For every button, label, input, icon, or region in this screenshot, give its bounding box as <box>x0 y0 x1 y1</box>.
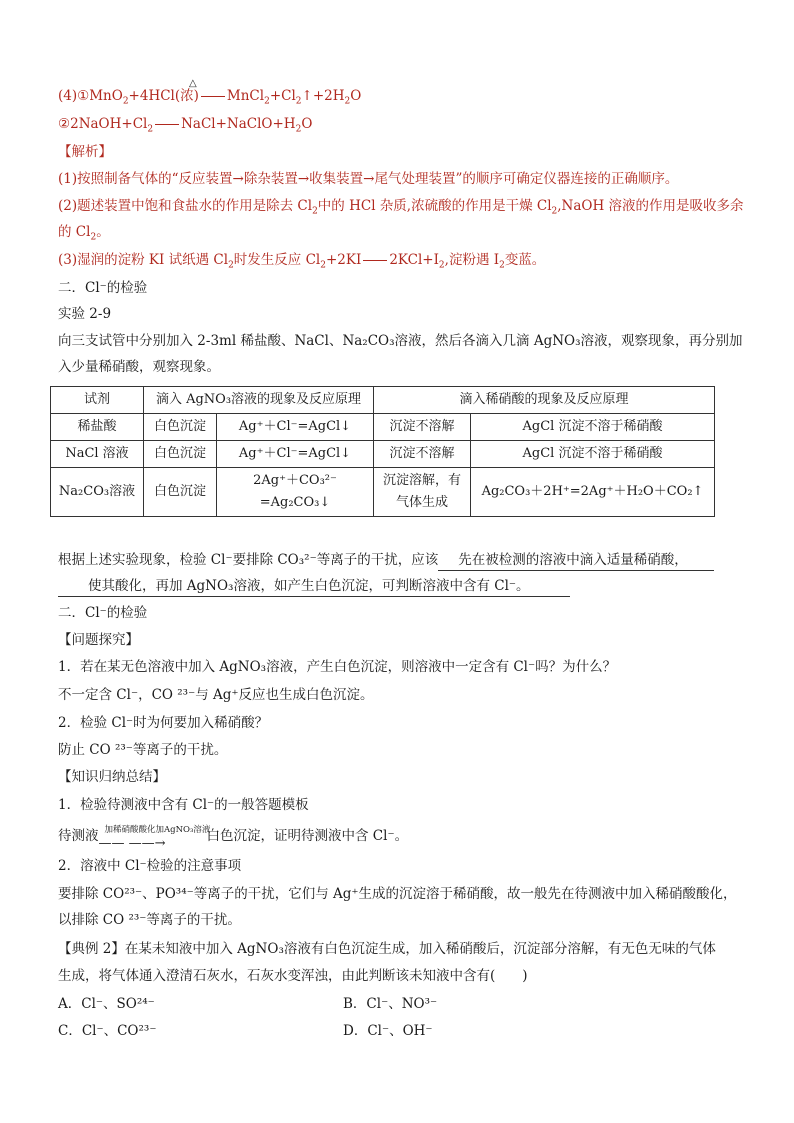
sub: 2 <box>228 260 234 271</box>
cell-line: 沉淀溶解，有 <box>382 473 461 488</box>
experiment-desc-2: 入少量稀硝酸，观察现象。 <box>58 359 220 375</box>
reaction-line <box>363 260 387 261</box>
sub: 2 <box>90 232 97 243</box>
answer-2: 防止 CO ²³⁻等离子的干扰。 <box>58 742 228 758</box>
arrow-condition: 加稀硝酸酸化加AgNO₃溶液 <box>104 825 211 835</box>
text: 时发生反应 Cl <box>233 252 321 268</box>
knowledge-2-text-1: 要排除 CO²³⁻、PO³⁴⁻等离子的干扰，它们与 Ag⁺生成的沉淀溶于稀硝酸，故一般先在待测液中加入稀硝酸酸化， <box>58 886 737 902</box>
eq-text: (4)①MnO <box>58 88 123 104</box>
eq-text: ↑+2H <box>301 88 345 104</box>
eq-text: +4HCl(浓) <box>128 88 199 104</box>
table-header: 滴入 AgNO₃溶液的现象及反应原理 <box>144 387 374 414</box>
reaction-line <box>201 96 225 97</box>
sub: 2 <box>438 260 445 271</box>
table-cell: 沉淀不溶解 <box>374 414 471 441</box>
eq-text: MnCl <box>226 88 265 104</box>
table-cell: Ag⁺＋Cl⁻=AgCl↓ <box>217 441 374 468</box>
option-d[interactable]: D．Cl⁻、OH⁻ <box>343 1023 433 1039</box>
cell-line: 2Ag⁺＋CO₃²⁻ <box>253 473 337 488</box>
table-cell <box>217 468 374 517</box>
text: 中的 HCl 杂质,浓硫酸的作用是干燥 Cl <box>317 198 552 214</box>
text: 2KCl+I <box>389 252 439 268</box>
eq-text: O <box>301 116 313 132</box>
text: 根据上述实验现象，检验 Cl⁻要排除 CO₃²⁻等离子的干扰，应该 <box>58 552 439 568</box>
eq-sub: 2 <box>295 124 302 135</box>
text: ,淀粉遇 I <box>444 252 500 268</box>
eq-text: NaCl+NaClO+H <box>181 116 296 132</box>
text: 变蓝。 <box>504 252 546 268</box>
eq-text: ②2NaOH+Cl <box>58 116 148 132</box>
arrow-icon: —— ——→ <box>98 836 166 851</box>
table-cell: 稀盐酸 <box>51 414 144 441</box>
analysis-heading: 【解析】 <box>58 144 112 160</box>
analysis-p2 <box>58 196 744 216</box>
table-cell: 白色沉淀 <box>144 414 217 441</box>
table-cell: AgCl 沉淀不溶于稀硝酸 <box>471 414 715 441</box>
text: 待测液 <box>58 828 99 844</box>
eq-sub: 2 <box>122 96 129 107</box>
eq-sub: 2 <box>295 96 302 107</box>
option-c[interactable]: C．Cl⁻、CO²³⁻ <box>58 1023 157 1039</box>
equation-4-1 <box>58 78 362 107</box>
eq-sub: 2 <box>264 96 270 107</box>
eq-text: +Cl <box>269 88 296 104</box>
table-cell: Ag⁺＋Cl⁻=AgCl↓ <box>217 414 374 441</box>
conclusion-line-1 <box>58 550 714 571</box>
knowledge-1: 1．检验待测液中含有 Cl⁻的一般答题模板 <box>58 797 309 813</box>
cell-line: =Ag₂CO₃↓ <box>259 495 331 510</box>
text: (3)湿润的淀粉 KI 试纸遇 Cl <box>58 252 229 268</box>
heat-triangle-icon: △ <box>189 78 197 89</box>
table-row <box>51 414 715 441</box>
example-2-line-1: 【典例 2】在某未知液中加入 AgNO₃溶液有白色沉淀生成，加入稀硝酸后，沉淀部分溶解，有无色无味的气体 <box>58 941 716 957</box>
equation-4-2 <box>58 114 312 134</box>
analysis-p1: (1)按照制备气体的“反应装置→除杂装置→收集装置→尾气处理装置”的顺序可确定仪器连接的正确顺序。 <box>58 171 679 187</box>
table-header: 试剂 <box>51 387 144 414</box>
text: 的 Cl <box>58 224 91 240</box>
section-heading-cl-test-2: 二．Cl⁻的检验 <box>58 605 148 621</box>
example-2-line-2: 生成，将气体通入澄清石灰水，石灰水变浑浊，由此判断该未知液中含有( ) <box>58 968 528 984</box>
text: (2)题述装置中饱和食盐水的作用是除去 Cl <box>58 198 313 214</box>
experiment-desc-1: 向三支试管中分别加入 2-3ml 稀盐酸、NaCl、Na₂CO₃溶液，然后各滴入几滴 AgNO₃溶液，观察现象，再分别加 <box>58 333 743 349</box>
sub: 2 <box>312 206 318 217</box>
sub: 2 <box>499 260 505 271</box>
table-row <box>51 441 715 468</box>
eq-text: O <box>350 88 362 104</box>
option-a[interactable]: A．Cl⁻、SO²⁴⁻ <box>58 996 155 1012</box>
knowledge-2-text-2: 以排除 CO ²³⁻等离子的干扰。 <box>58 912 241 928</box>
summary-heading: 【知识归纳总结】 <box>58 769 166 785</box>
answer-blank: 使其酸化，再加 AgNO₃溶液，如产生白色沉淀，可判断溶液中含有 Cl⁻。 <box>58 576 570 597</box>
text: 白色沉淀，证明待测液中含 Cl⁻。 <box>206 828 409 844</box>
table-cell: 白色沉淀 <box>144 441 217 468</box>
test-template <box>58 825 409 851</box>
section-heading-cl-test: 二．Cl⁻的检验 <box>58 280 148 296</box>
cell-line: 气体生成 <box>395 495 448 510</box>
analysis-p3 <box>58 250 545 270</box>
text: ,NaOH 溶液的作用是吸收多余 <box>557 198 744 214</box>
table-row <box>51 468 715 517</box>
text: 。 <box>96 224 110 240</box>
table-cell: NaCl 溶液 <box>51 441 144 468</box>
experiment-table <box>50 386 715 517</box>
text: +2KI <box>325 252 362 268</box>
eq-sub: 2 <box>344 96 351 107</box>
answer-blank: 先在被检测的溶液中滴入适量稀硝酸， <box>438 550 714 571</box>
sub: 2 <box>551 206 558 217</box>
table-header: 滴入稀硝酸的现象及反应原理 <box>374 387 715 414</box>
conclusion-line-2 <box>58 576 570 597</box>
analysis-p2-cont <box>58 222 110 242</box>
reaction-arrow <box>98 825 211 851</box>
table-cell <box>374 468 471 517</box>
knowledge-2: 2．溶液中 Cl⁻检验的注意事项 <box>58 858 242 874</box>
table-cell: Na₂CO₃溶液 <box>51 468 144 517</box>
table-cell: 沉淀不溶解 <box>374 441 471 468</box>
reaction-line <box>155 124 179 125</box>
sub: 2 <box>320 260 326 271</box>
question-2: 2．检验 Cl⁻时为何要加入稀硝酸？ <box>58 715 269 731</box>
table-header-row <box>51 387 715 414</box>
option-b[interactable]: B．Cl⁻、NO³⁻ <box>343 996 438 1012</box>
problem-explore-heading: 【问题探究】 <box>58 632 139 648</box>
question-1: 1．若在某无色溶液中加入 AgNO₃溶液，产生白色沉淀，则溶液中一定含有 Cl⁻吗？为什么？ <box>58 659 617 675</box>
eq-sub: 2 <box>147 124 154 135</box>
table-cell: AgCl 沉淀不溶于稀硝酸 <box>471 441 715 468</box>
table-cell: Ag₂CO₃＋2H⁺=2Ag⁺＋H₂O＋CO₂↑ <box>471 468 715 517</box>
answer-1: 不一定含 Cl⁻，CO ²³⁻与 Ag⁺反应也生成白色沉淀。 <box>58 687 374 703</box>
experiment-label: 实验 2-9 <box>58 306 112 322</box>
table-cell: 白色沉淀 <box>144 468 217 517</box>
